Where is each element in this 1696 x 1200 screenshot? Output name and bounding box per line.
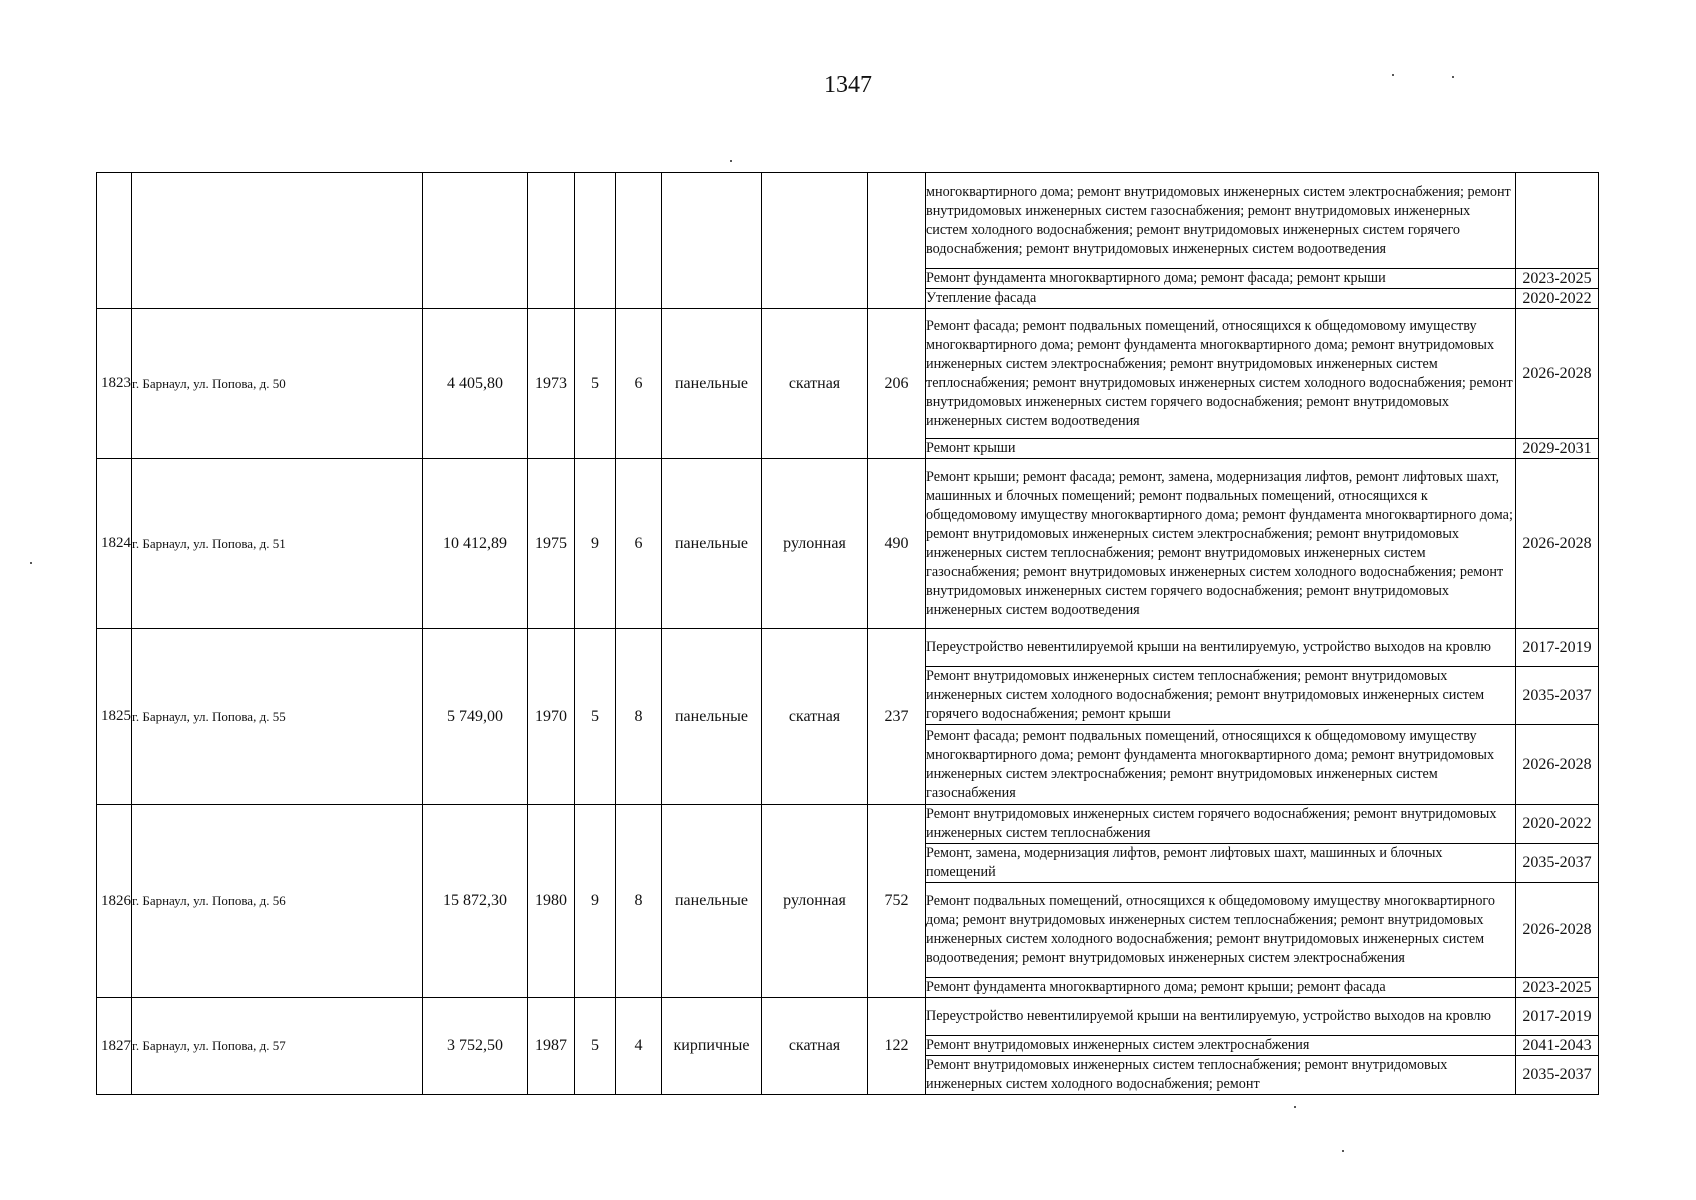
total-area: 3 752,50 <box>423 998 528 1095</box>
work-description: Ремонт внутридомовых инженерных систем горячего водоснабжения; ремонт внутридомовых инженерных систем теплоснабжения <box>926 805 1516 844</box>
residents-count: 206 <box>868 309 926 459</box>
work-period: 2023-2025 <box>1516 978 1599 998</box>
entrances-count: 6 <box>616 459 662 629</box>
build-year: 1970 <box>528 629 575 805</box>
address <box>132 173 423 309</box>
residents-count <box>868 173 926 309</box>
build-year <box>528 173 575 309</box>
floors-count: 5 <box>575 309 616 459</box>
roof-type <box>762 173 868 309</box>
work-period: 2017-2019 <box>1516 629 1599 667</box>
work-description: Переустройство невентилируемой крыши на вентилируемую, устройство выходов на кровлю <box>926 629 1516 667</box>
residents-count: 122 <box>868 998 926 1095</box>
row-number: 1826 <box>97 805 132 998</box>
roof-type: рулонная <box>762 459 868 629</box>
table-row <box>97 998 1599 1036</box>
total-area <box>423 173 528 309</box>
floors-count: 9 <box>575 805 616 998</box>
work-description: Ремонт подвальных помещений, относящихся к общедомовому имуществу многоквартирного дома; ремонт внутридомовых инженерных систем теплоснабжения; ремонт внутридомовых инженерных систем холодного водоснабжения; ремонт внутридомовых инженерных систем водоотведения; ремонт внутридомовых инженерных систем электроснабжения <box>926 883 1516 978</box>
work-description: Ремонт, замена, модернизация лифтов, ремонт лифтовых шахт, машинных и блочных помещений <box>926 844 1516 883</box>
roof-type: скатная <box>762 309 868 459</box>
work-period: 2035-2037 <box>1516 1056 1599 1095</box>
residents-count: 490 <box>868 459 926 629</box>
housing-repair-table <box>96 172 1599 1095</box>
work-description: Ремонт внутридомовых инженерных систем электроснабжения <box>926 1036 1516 1056</box>
work-period: 2026-2028 <box>1516 309 1599 439</box>
wall-material: панельные <box>662 459 762 629</box>
entrances-count: 4 <box>616 998 662 1095</box>
build-year: 1975 <box>528 459 575 629</box>
roof-type: скатная <box>762 629 868 805</box>
address: г. Барнаул, ул. Попова, д. 50 <box>132 309 423 459</box>
work-period: 2035-2037 <box>1516 667 1599 725</box>
work-period: 2029-2031 <box>1516 439 1599 459</box>
scan-speck <box>1294 1106 1296 1108</box>
floors-count: 5 <box>575 629 616 805</box>
work-period: 2017-2019 <box>1516 998 1599 1036</box>
residents-count: 752 <box>868 805 926 998</box>
entrances-count <box>616 173 662 309</box>
wall-material: панельные <box>662 629 762 805</box>
scan-speck <box>1392 74 1394 76</box>
work-description: Ремонт фасада; ремонт подвальных помещений, относящихся к общедомовому имуществу многоквартирного дома; ремонт фундамента многоквартирного дома; ремонт внутридомовых инженерных систем электроснабжения; ремонт внутридомовых инженерных систем теплоснабжения; ремонт внутридомовых инженерных систем холодного водоснабжения; ремонт внутридомовых инженерных систем горячего водоснабжения; ремонт внутридомовых инженерных систем водоотведения <box>926 309 1516 439</box>
table-row <box>97 173 1599 269</box>
work-period: 2026-2028 <box>1516 459 1599 629</box>
address: г. Барнаул, ул. Попова, д. 57 <box>132 998 423 1095</box>
total-area: 15 872,30 <box>423 805 528 998</box>
work-description: Ремонт фундамента многоквартирного дома; ремонт крыши; ремонт фасада <box>926 978 1516 998</box>
address: г. Барнаул, ул. Попова, д. 56 <box>132 805 423 998</box>
scan-speck <box>1452 76 1454 78</box>
build-year: 1973 <box>528 309 575 459</box>
entrances-count: 8 <box>616 805 662 998</box>
work-description: Ремонт крыши <box>926 439 1516 459</box>
work-description: Ремонт крыши; ремонт фасада; ремонт, замена, модернизация лифтов, ремонт лифтовых шахт, машинных и блочных помещений; ремонт подвальных помещений, относящихся к общедомовому имуществу многоквартирного дома; ремонт фундамента многоквартирного дома; ремонт внутридомовых инженерных систем электроснабжения; ремонт внутридомовых инженерных систем теплоснабжения; ремонт внутридомовых инженерных систем газоснабжения; ремонт внутридомовых инженерных систем холодного водоснабжения; ремонт внутридомовых инженерных систем горячего водоснабжения; ремонт внутридомовых инженерных систем водоотведения <box>926 459 1516 629</box>
work-period: 2020-2022 <box>1516 805 1599 844</box>
total-area: 5 749,00 <box>423 629 528 805</box>
work-description: Ремонт внутридомовых инженерных систем теплоснабжения; ремонт внутридомовых инженерных систем холодного водоснабжения; ремонт внутридомовых инженерных систем горячего водоснабжения; ремонт крыши <box>926 667 1516 725</box>
build-year: 1987 <box>528 998 575 1095</box>
address: г. Барнаул, ул. Попова, д. 51 <box>132 459 423 629</box>
work-description: Переустройство невентилируемой крыши на вентилируемую, устройство выходов на кровлю <box>926 998 1516 1036</box>
total-area: 10 412,89 <box>423 459 528 629</box>
floors-count: 5 <box>575 998 616 1095</box>
entrances-count: 8 <box>616 629 662 805</box>
work-description: Ремонт фасада; ремонт подвальных помещений, относящихся к общедомовому имуществу многоквартирного дома; ремонт фундамента многоквартирного дома; ремонт внутридомовых инженерных систем электроснабжения; ремонт внутридомовых инженерных систем газоснабжения <box>926 725 1516 805</box>
work-period: 2023-2025 <box>1516 269 1599 289</box>
work-period <box>1516 173 1599 269</box>
build-year: 1980 <box>528 805 575 998</box>
row-number: 1825 <box>97 629 132 805</box>
entrances-count: 6 <box>616 309 662 459</box>
wall-material: панельные <box>662 805 762 998</box>
work-description: многоквартирного дома; ремонт внутридомовых инженерных систем электроснабжения; ремонт внутридомовых инженерных систем газоснабжения; ремонт внутридомовых инженерных систем холодного водоснабжения; ремонт внутридомовых инженерных систем горячего водоснабжения; ремонт внутридомовых инженерных систем водоотведения <box>926 173 1516 269</box>
residents-count: 237 <box>868 629 926 805</box>
table-row <box>97 805 1599 844</box>
work-description: Утепление фасада <box>926 289 1516 309</box>
row-number <box>97 173 132 309</box>
total-area: 4 405,80 <box>423 309 528 459</box>
roof-type: скатная <box>762 998 868 1095</box>
floors-count <box>575 173 616 309</box>
table-row <box>97 459 1599 629</box>
row-number: 1827 <box>97 998 132 1095</box>
row-number: 1824 <box>97 459 132 629</box>
work-period: 2020-2022 <box>1516 289 1599 309</box>
page-number: 1347 <box>824 72 872 98</box>
floors-count: 9 <box>575 459 616 629</box>
work-description: Ремонт внутридомовых инженерных систем теплоснабжения; ремонт внутридомовых инженерных систем холодного водоснабжения; ремонт <box>926 1056 1516 1095</box>
roof-type: рулонная <box>762 805 868 998</box>
work-period: 2026-2028 <box>1516 883 1599 978</box>
wall-material: кирпичные <box>662 998 762 1095</box>
work-period: 2035-2037 <box>1516 844 1599 883</box>
wall-material <box>662 173 762 309</box>
address: г. Барнаул, ул. Попова, д. 55 <box>132 629 423 805</box>
scan-speck <box>1342 1150 1344 1152</box>
wall-material: панельные <box>662 309 762 459</box>
work-period: 2026-2028 <box>1516 725 1599 805</box>
scan-speck <box>30 562 32 564</box>
table-row <box>97 629 1599 667</box>
work-period: 2041-2043 <box>1516 1036 1599 1056</box>
row-number: 1823 <box>97 309 132 459</box>
table-row <box>97 309 1599 439</box>
work-description: Ремонт фундамента многоквартирного дома; ремонт фасада; ремонт крыши <box>926 269 1516 289</box>
scan-speck <box>730 160 732 162</box>
